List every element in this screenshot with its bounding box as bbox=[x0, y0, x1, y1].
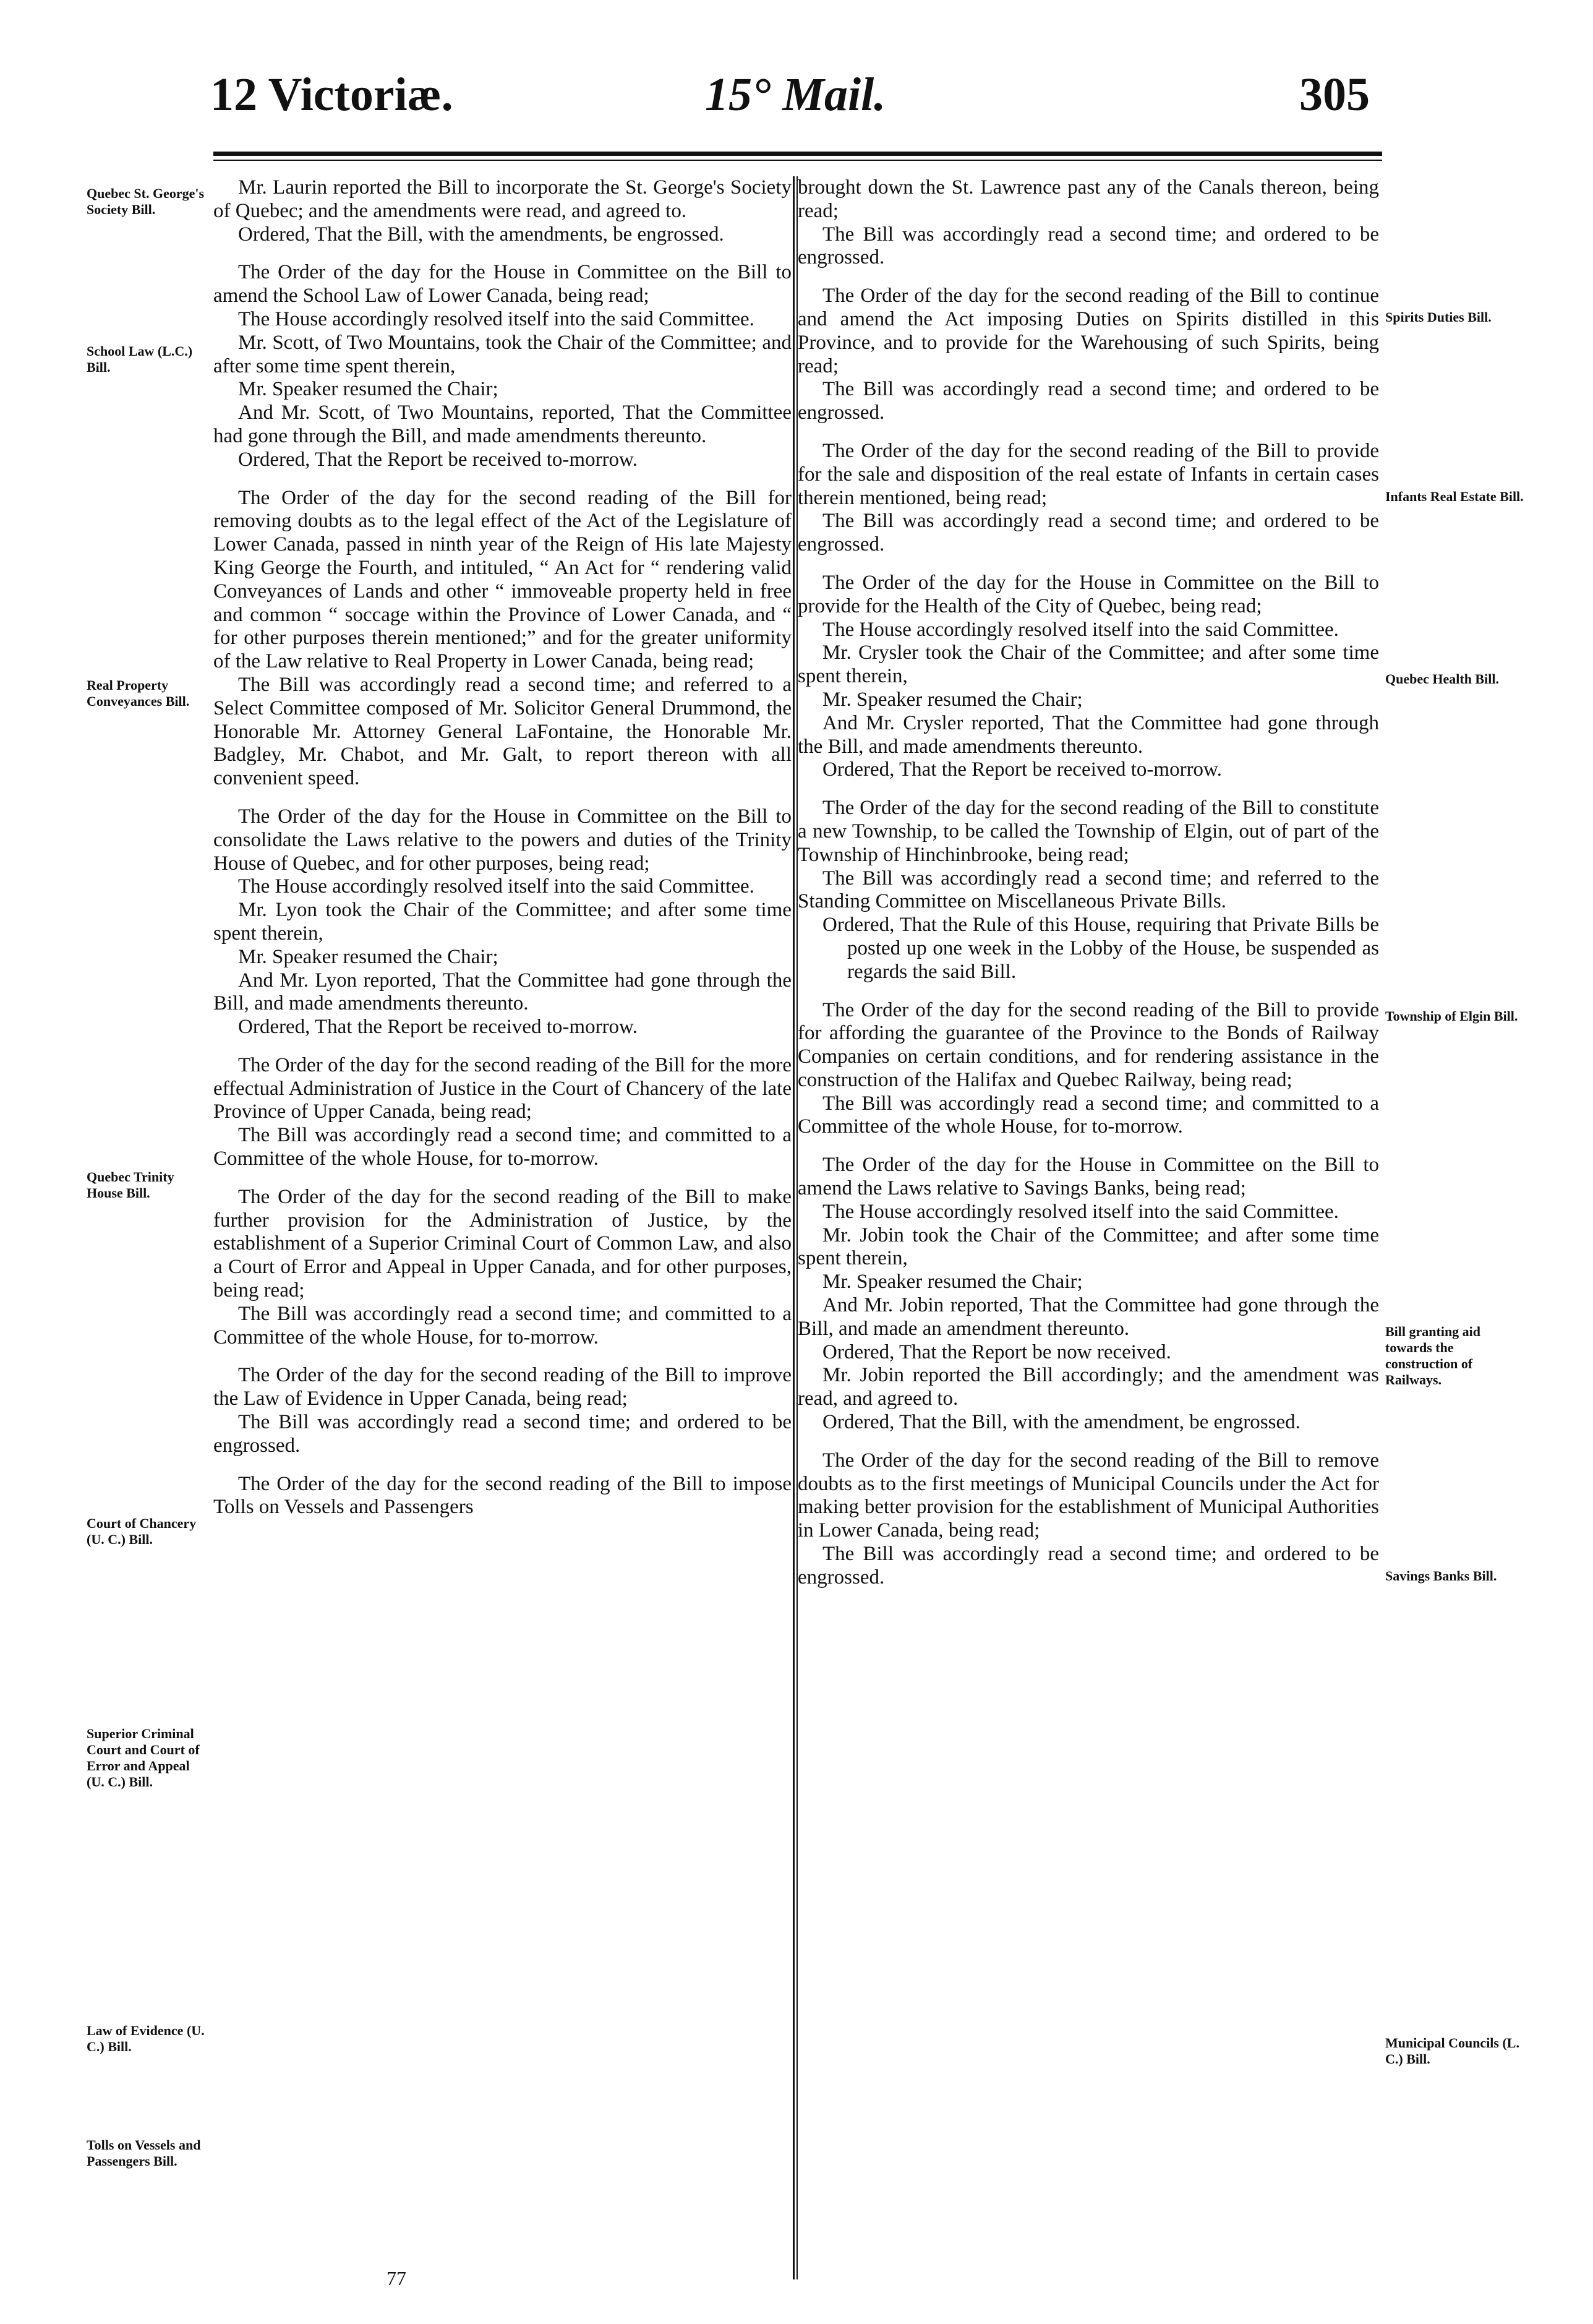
paragraph: The Bill was accordingly read a second time; and ordered to be engrossed. bbox=[798, 510, 1379, 556]
paragraph: The House accordingly resolved itself into the said Committee. bbox=[822, 1200, 1339, 1223]
paragraph: Mr. Scott, of Two Mountains, took the Chair of the Committee; and after some time spent therein, bbox=[213, 331, 792, 377]
paragraph: And Mr. Crysler reported, That the Committee had gone through the Bill, and made amendments thereunto. bbox=[798, 711, 1379, 758]
margin-note: Tolls on Vessels and Passengers Bill. bbox=[87, 2137, 201, 2169]
column-divider bbox=[793, 176, 795, 2279]
header-regnal-year: 12 Victoriæ. bbox=[210, 69, 453, 121]
header-rule-thin bbox=[213, 160, 1382, 161]
entry bbox=[798, 797, 1379, 984]
entry bbox=[213, 1364, 792, 1457]
paragraph: The Order of the day for the House in Committee on the Bill to amend the Laws relative to Savings Banks, being read; bbox=[798, 1154, 1379, 1200]
paragraph: The Bill was accordingly read a second time; and referred to the Standing Committee on Miscellaneous Private Bills. bbox=[798, 867, 1379, 913]
margin-note: Law of Evidence (U. C.) Bill. bbox=[87, 2023, 205, 2054]
paragraph: The Order of the day for the second reading of the Bill to make further provision for the Administration of Justice, by the establishment of a Superior Criminal Court of Common Law, and also a Court of Error and Appeal in Upper Canada, and for other purposes, being read; bbox=[213, 1185, 792, 1302]
paragraph: The Order of the day for the House in Committee on the Bill to amend the School Law of Lower Canada, being read; bbox=[213, 261, 792, 307]
paragraph: The Order of the day for the second reading of the Bill to provide for the sale and disposition of the real estate of Infants in certain cases therein mentioned, being read; bbox=[798, 439, 1379, 509]
entry bbox=[798, 285, 1379, 425]
paragraph: brought down the St. Lawrence past any of the Canals thereon, being read; bbox=[798, 176, 1379, 222]
entry bbox=[213, 805, 792, 1039]
paragraph: The Order of the day for the House in Committee on the Bill to provide for the Health of the City of Quebec, being read; bbox=[798, 571, 1379, 617]
margin-note: Quebec St. George's Society Bill. bbox=[87, 186, 205, 217]
ordered-paragraph: Ordered, That the Report be received to-morrow. bbox=[822, 758, 1222, 781]
paragraph: Mr. Laurin reported the Bill to incorporate the St. George's Society of Quebec; and the amendments were read, and agreed to. bbox=[213, 176, 792, 222]
entry bbox=[798, 999, 1379, 1139]
paragraph: And Mr. Jobin reported, That the Committee had gone through the Bill, and made an amendment thereunto. bbox=[798, 1294, 1379, 1340]
ordered-paragraph: Ordered, That the Bill, with the amendments, be engrossed. bbox=[238, 223, 724, 246]
left-column bbox=[213, 176, 792, 1534]
paragraph: The Order of the day for the second reading of the Bill to impose Tolls on Vessels and Passengers bbox=[213, 1472, 792, 1519]
paragraph: Mr. Crysler took the Chair of the Committee; and after some time spent therein, bbox=[798, 641, 1379, 688]
paragraph: Mr. Speaker resumed the Chair; bbox=[822, 688, 1083, 711]
entry bbox=[213, 176, 792, 246]
margin-note: Municipal Councils (L. C.) Bill. bbox=[1385, 2035, 1519, 2067]
paragraph: The Order of the day for the second reading of the Bill for the more effectual Administration of Justice in the Court of Chancery of the late Province of Upper Canada, being read; bbox=[213, 1053, 792, 1123]
paragraph: The Order of the day for the second reading of the Bill to improve the Law of Evidence in Upper Canada, being read; bbox=[213, 1364, 792, 1410]
entry bbox=[798, 1449, 1379, 1590]
ordered-paragraph: Ordered, That the Report be received to-morrow. bbox=[238, 448, 638, 471]
margin-note: Savings Banks Bill. bbox=[1385, 1568, 1497, 1584]
paragraph: Mr. Speaker resumed the Chair; bbox=[238, 945, 498, 968]
paragraph: The Bill was accordingly read a second time; and referred to a Select Committee composed of Mr. Solicitor General Drummond, the Honorable Mr. Attorney General LaFontaine, the Honorable Mr. Badgley, Mr. Chabot, and Mr. Galt, to report thereon with all convenient speed. bbox=[213, 673, 792, 790]
entry bbox=[798, 572, 1379, 782]
ordered-paragraph: Ordered, That the Rule of this House, requiring that Private Bills be posted up one week in the Lobby of the House, be suspended as regards the said Bill. bbox=[822, 914, 1379, 983]
paragraph: The Order of the day for the second reading of the Bill for removing doubts as to the legal effect of the Act of the Legislature of Lower Canada, passed in ninth year of the Reign of His late Majesty King George the Fourth, and intituled, “ An Act for “ rendering valid Conveyances of Lands and other “ immoveable property held in free and common “ soccage within the Province of Lower Canada, and “ for other purposes therein mentioned;” and for the greater uniformity of the Law relative to Real Property in Lower Canada, being read; bbox=[213, 486, 792, 673]
paragraph: The House accordingly resolved itself into the said Committee. bbox=[822, 618, 1339, 641]
header-date: 15° Mail. bbox=[705, 69, 886, 121]
margin-note: Quebec Trinity House Bill. bbox=[87, 1169, 174, 1201]
paragraph: Mr. Speaker resumed the Chair; bbox=[238, 378, 498, 401]
paragraph: And Mr. Scott, of Two Mountains, reported, That the Committee had gone through the Bill, and made amendments thereunto. bbox=[213, 401, 792, 447]
margin-note: Spirits Duties Bill. bbox=[1385, 309, 1492, 325]
paragraph: And Mr. Lyon reported, That the Committee had gone through the Bill, and made amendments thereunto. bbox=[213, 969, 792, 1015]
paragraph: The Bill was accordingly read a second time; and ordered to be engrossed. bbox=[798, 378, 1379, 424]
entry bbox=[213, 261, 792, 471]
entry bbox=[213, 1473, 792, 1520]
paragraph: The House accordingly resolved itself into the said Committee. bbox=[238, 875, 754, 898]
ordered-paragraph: Ordered, That the Bill, with the amendment, be engrossed. bbox=[822, 1411, 1300, 1434]
entry bbox=[213, 1186, 792, 1350]
margin-note: Superior Criminal Court and Court of Error and Appeal (U. C.) Bill. bbox=[87, 1726, 200, 1790]
paragraph: The Order of the day for the second reading of the Bill to remove doubts as to the first meetings of Municipal Councils under the Act for making better provision for the establishment of Municipal Authorities in Lower Canada, being read; bbox=[798, 1449, 1379, 1542]
paragraph: Mr. Jobin took the Chair of the Committee; and after some time spent therein, bbox=[798, 1224, 1379, 1270]
paragraph: Mr. Lyon took the Chair of the Committee; and after some time spent therein, bbox=[213, 899, 792, 945]
ordered-paragraph: Ordered, That the Report be now received. bbox=[822, 1340, 1171, 1363]
right-column bbox=[798, 176, 1379, 1605]
paragraph: The Bill was accordingly read a second time; and committed to a Committee of the whole House, for to-morrow. bbox=[213, 1124, 792, 1170]
paragraph: The Order of the day for the House in Committee on the Bill to consolidate the Laws relative to the powers and duties of the Trinity House of Quebec, and for other purposes, being read; bbox=[213, 805, 792, 875]
entry bbox=[213, 1054, 792, 1171]
entry bbox=[213, 487, 792, 791]
entry bbox=[798, 176, 1379, 270]
margin-note: Quebec Health Bill. bbox=[1385, 671, 1499, 687]
margin-note: School Law (L.C.) Bill. bbox=[87, 343, 193, 375]
paragraph: The Bill was accordingly read a second time; and ordered to be engrossed. bbox=[213, 1411, 792, 1457]
ordered-paragraph: Ordered, That the Report be received to-morrow. bbox=[238, 1016, 638, 1039]
paragraph: The House accordingly resolved itself into the said Committee. bbox=[238, 307, 754, 330]
paragraph: The Order of the day for the second reading of the Bill to continue and amend the Act imposing Duties on Spirits distilled in this Province, and to provide for the Warehousing of such Spirits, being read; bbox=[798, 285, 1379, 377]
printer-signature: 77 bbox=[387, 2267, 406, 2289]
paragraph: The Bill was accordingly read a second time; and committed to a Committee of the whole House, for to-morrow. bbox=[213, 1302, 792, 1349]
margin-note: Court of Chancery (U. C.) Bill. bbox=[87, 1516, 197, 1547]
margin-note: Real Property Conveyances Bill. bbox=[87, 677, 190, 709]
paragraph: The Order of the day for the second reading of the Bill to constitute a new Township, to be called the Township of Elgin, out of part of the Township of Hinchinbrooke, being read; bbox=[798, 797, 1379, 866]
entry bbox=[798, 1154, 1379, 1434]
paragraph: The Bill was accordingly read a second time; and committed to a Committee of the whole House, for to-morrow. bbox=[798, 1092, 1379, 1138]
paragraph: Mr. Speaker resumed the Chair; bbox=[822, 1271, 1083, 1293]
paragraph: The Order of the day for the second reading of the Bill to provide for affording the guarantee of the Province to the Bonds of Railway Companies on certain conditions, and for rendering assistance in the construction of the Halifax and Quebec Railway, being read; bbox=[798, 998, 1379, 1091]
entry bbox=[798, 440, 1379, 557]
page-number: 305 bbox=[1299, 69, 1370, 121]
paragraph: Mr. Jobin reported the Bill accordingly; and the amendment was read, and agreed to. bbox=[798, 1364, 1379, 1410]
margin-note: Infants Real Estate Bill. bbox=[1385, 489, 1524, 504]
margin-note: Bill granting aid towards the construction of Railways. bbox=[1385, 1324, 1481, 1387]
page-header bbox=[186, 43, 1382, 124]
paragraph: The Bill was accordingly read a second time; and ordered to be engrossed. bbox=[798, 1543, 1379, 1589]
paragraph: The Bill was accordingly read a second time; and ordered to be engrossed. bbox=[798, 223, 1379, 269]
header-rule bbox=[213, 152, 1382, 156]
margin-note: Township of Elgin Bill. bbox=[1385, 1008, 1518, 1024]
